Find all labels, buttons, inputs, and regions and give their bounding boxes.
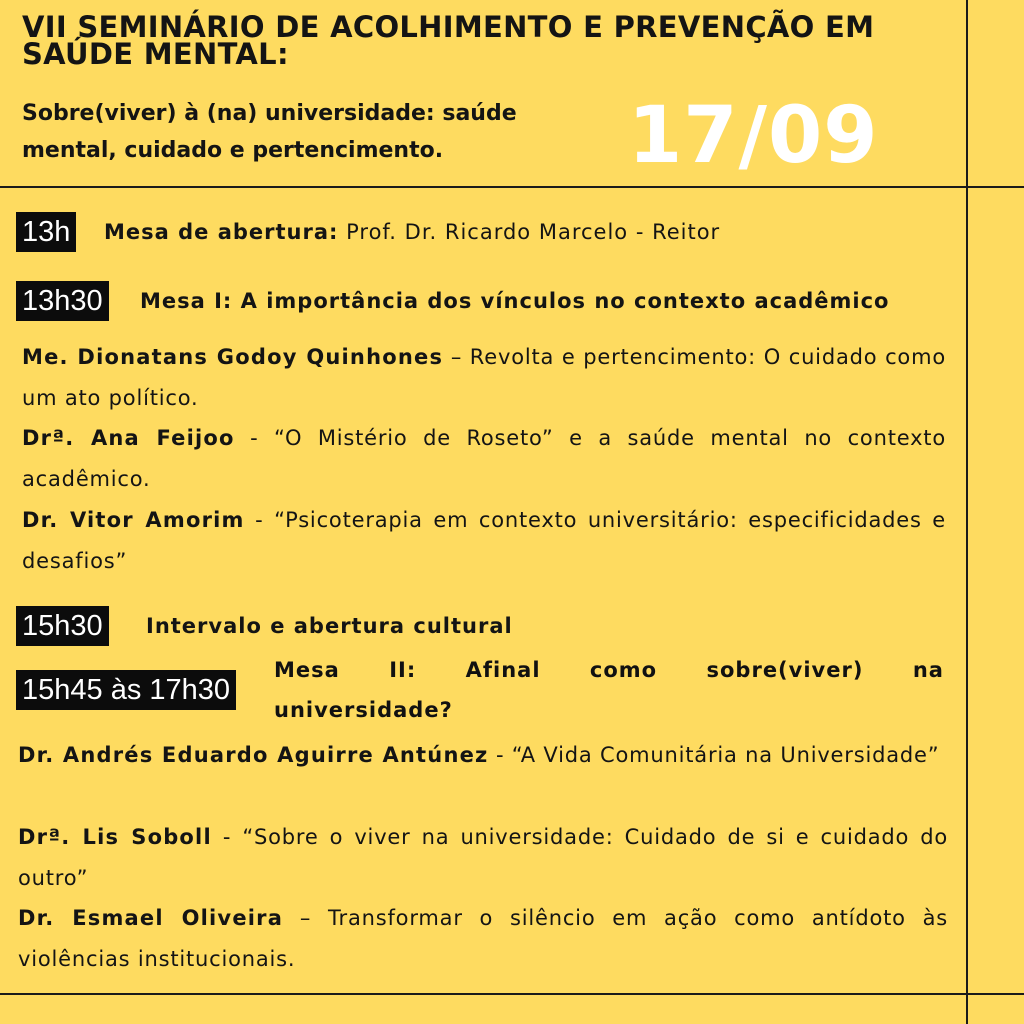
speaker-name: Dr. Andrés Eduardo Aguirre Antúnez bbox=[18, 743, 489, 767]
time-badge-interval: 15h30 bbox=[16, 606, 109, 646]
mesa2-title bbox=[274, 650, 944, 730]
mesa1-title-text: Mesa I: A importância dos vínculos no contexto acadêmico bbox=[140, 289, 890, 313]
mesa2-title-word: sobre(viver) bbox=[706, 658, 864, 682]
speaker-name: Dr. Esmael Oliveira bbox=[18, 906, 284, 930]
mesa1-talk-3 bbox=[22, 500, 946, 582]
talk-title: - “A Vida Comunitária na Universidade” bbox=[488, 743, 940, 767]
mesa2-title-word: II: bbox=[389, 658, 417, 682]
interval-title bbox=[146, 606, 513, 646]
time-badge-mesa1: 13h30 bbox=[16, 281, 109, 321]
talk-title: - “Sobre o viver na universidade: Cuidado de si e cuidado do outro” bbox=[18, 825, 949, 890]
talk-title: – Transformar o silêncio em ação como antídoto às violências institucionais. bbox=[18, 906, 948, 971]
mesa2-title-word: Afinal bbox=[465, 658, 541, 682]
mesa2-talk-1 bbox=[18, 735, 948, 776]
speaker-name: Me. Dionatans Godoy Quinhones bbox=[22, 345, 444, 369]
talk-title: - “O Mistério de Roseto” e a saúde mental no contexto acadêmico. bbox=[22, 426, 946, 491]
mesa2-title-word: Mesa bbox=[274, 658, 340, 682]
time-badge-mesa2: 15h45 às 17h30 bbox=[16, 670, 236, 710]
talk-title: - “Psicoterapia em contexto universitário: especificidades e desafios” bbox=[22, 508, 947, 573]
header-divider bbox=[0, 186, 1024, 188]
mesa2-title-word: como bbox=[589, 658, 658, 682]
talk-title: – Revolta e pertencimento: O cuidado como um ato político. bbox=[22, 345, 946, 410]
mesa1-title bbox=[140, 281, 889, 321]
footer-divider bbox=[0, 993, 1024, 995]
mesa2-title-word: na bbox=[912, 658, 944, 682]
speaker-name: Drª. Ana Feijoo bbox=[22, 426, 235, 450]
event-date: 17/09 bbox=[628, 91, 879, 181]
opening-detail: Prof. Dr. Ricardo Marcelo - Reitor bbox=[338, 220, 721, 244]
mesa2-title-line2: universidade? bbox=[274, 698, 453, 722]
time-badge-opening: 13h bbox=[16, 212, 76, 252]
mesa1-talk-1 bbox=[22, 337, 946, 419]
interval-title-text: Intervalo e abertura cultural bbox=[146, 614, 513, 638]
speaker-name: Dr. Vitor Amorim bbox=[22, 508, 245, 532]
vertical-divider bbox=[966, 0, 968, 1024]
speaker-name: Drª. Lis Soboll bbox=[18, 825, 212, 849]
mesa2-talk-2 bbox=[18, 817, 948, 899]
mesa1-talk-2 bbox=[22, 418, 946, 500]
opening-session bbox=[104, 212, 720, 252]
event-title: VII SEMINÁRIO DE ACOLHIMENTO E PREVENÇÃO EM SAÚDE MENTAL: bbox=[22, 10, 875, 71]
opening-label: Mesa de abertura: bbox=[104, 220, 339, 244]
event-subtitle: Sobre(viver) à (na) universidade: saúde mental, cuidado e pertencimento. bbox=[22, 101, 517, 163]
mesa2-talk-3 bbox=[18, 898, 948, 980]
